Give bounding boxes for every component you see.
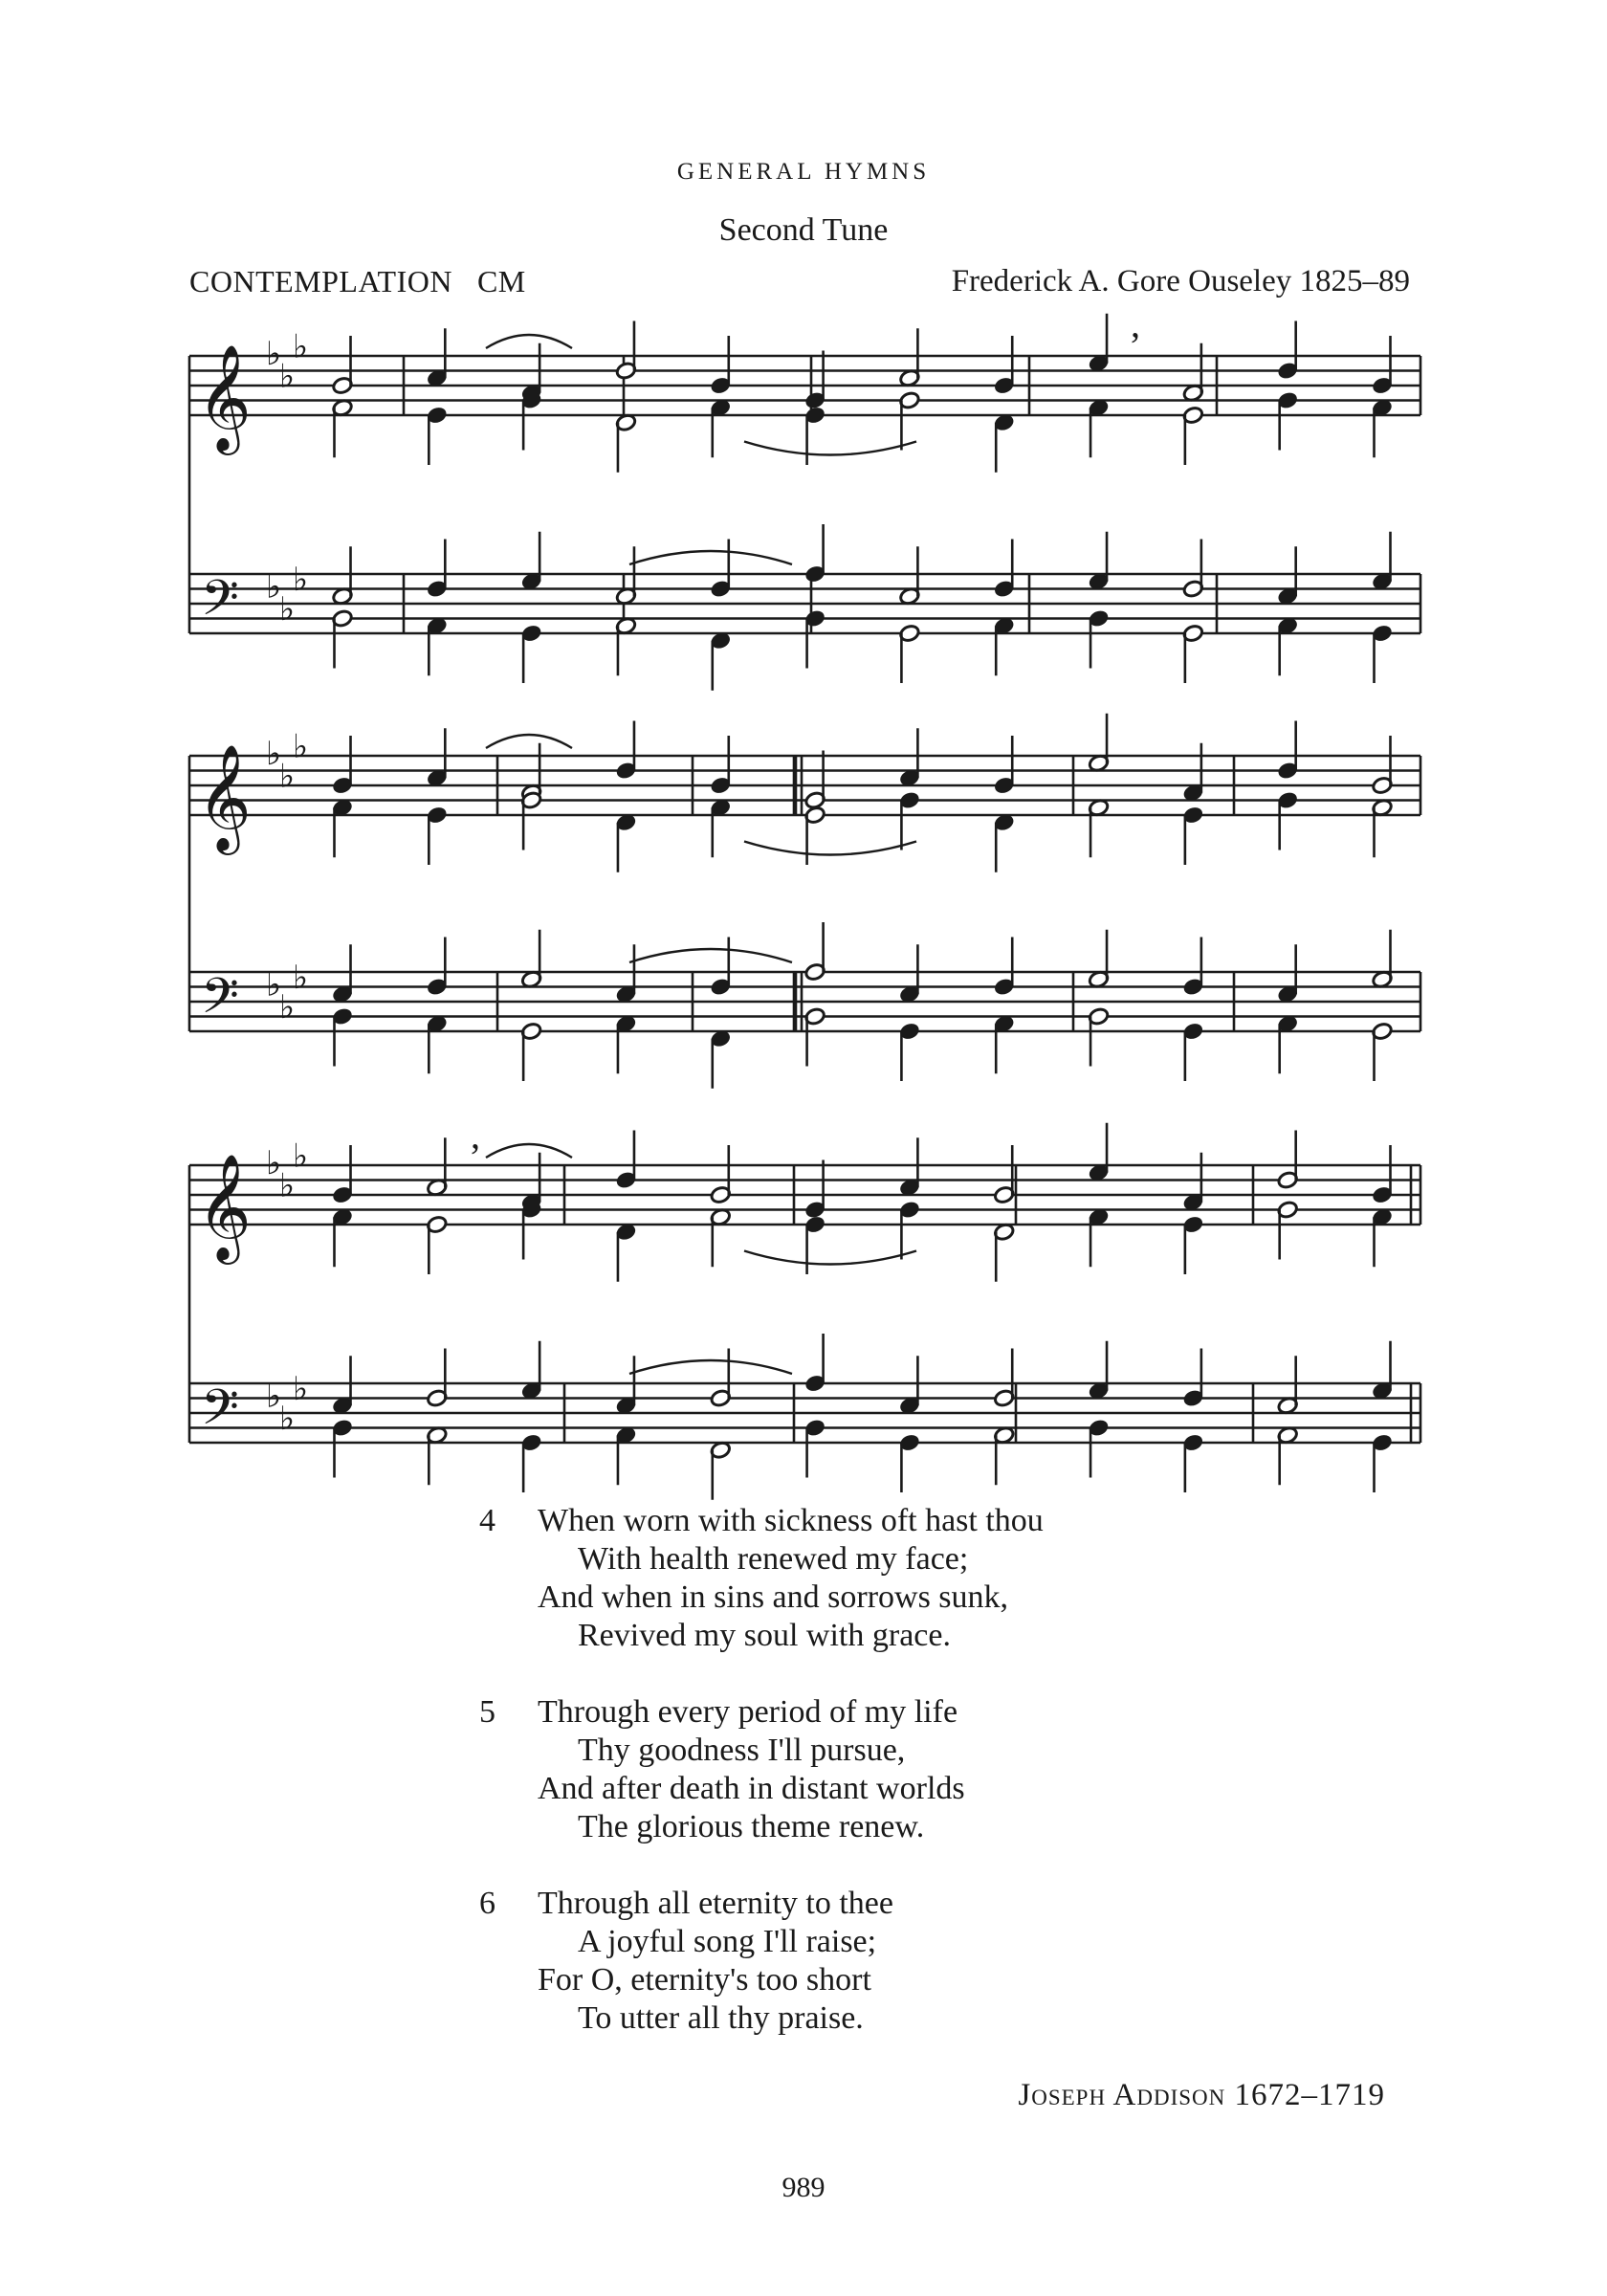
- bass-clef-icon: 𝄢: [201, 568, 239, 639]
- composer-credit: Frederick A. Gore Ouseley 1825–89: [951, 264, 1410, 298]
- verse-number: 5: [479, 1694, 495, 1730]
- flat-sign: ♭: [293, 1369, 309, 1408]
- flat-sign: ♭: [293, 560, 309, 599]
- treble-clef-icon: 𝄞: [197, 1153, 252, 1260]
- slur-mark: [486, 1144, 572, 1158]
- treble-clef-icon: 𝄞: [197, 743, 252, 850]
- treble-clef-icon: 𝄞: [197, 343, 252, 451]
- author-credit: Joseph Addison 1672–1719: [1018, 2078, 1385, 2112]
- flat-sign: ♭: [293, 727, 309, 766]
- verse-line: With health renewed my face;: [578, 1541, 969, 1577]
- flat-sign: ♭: [279, 987, 296, 1027]
- flat-sign: ♭: [266, 1144, 282, 1182]
- slur-mark: [486, 735, 572, 748]
- tune-subtitle: Second Tune: [718, 212, 889, 248]
- flat-sign: ♭: [266, 567, 282, 607]
- verse-line: To utter all thy praise.: [578, 2000, 864, 2036]
- slur-mark: [744, 442, 916, 455]
- slur-mark: [744, 1251, 916, 1265]
- verses: [478, 1502, 1044, 2076]
- verse-6: [478, 1885, 1044, 2038]
- verse-5: [478, 1693, 1044, 1846]
- flat-sign: ♭: [279, 1399, 296, 1438]
- flat-sign: ♭: [266, 965, 282, 1004]
- flat-sign: ♭: [279, 1166, 296, 1205]
- verse-line: Revived my soul with grace.: [578, 1618, 951, 1653]
- verse-line: Thy goodness I'll pursue,: [578, 1733, 906, 1768]
- flat-sign: ♭: [279, 757, 296, 796]
- flat-sign: ♭: [293, 1137, 309, 1176]
- breath-mark: ,: [471, 1114, 480, 1157]
- slur-mark: [629, 1360, 792, 1374]
- page-number: 989: [781, 2172, 826, 2203]
- verse-line: And after death in distant worlds: [538, 1771, 965, 1806]
- flat-sign: ♭: [266, 335, 282, 373]
- flat-sign: ♭: [266, 735, 282, 773]
- slur-mark: [629, 551, 792, 564]
- slur-mark: [744, 842, 916, 855]
- verse-line: Through all eternity to thee: [538, 1886, 893, 1921]
- verse-line: When worn with sickness oft hast thou: [538, 1503, 1044, 1538]
- verse-line: For O, eternity's too short: [538, 1962, 871, 1998]
- verse-line: A joyful song I'll raise;: [578, 1924, 877, 1959]
- verse-number: 6: [479, 1886, 495, 1921]
- bass-clef-icon: 𝄢: [201, 1378, 239, 1448]
- flat-sign: ♭: [279, 357, 296, 396]
- slur-mark: [486, 335, 572, 348]
- tune-meter: CM: [476, 264, 526, 298]
- verse-line: And when in sins and sorrows sunk,: [538, 1579, 1009, 1615]
- breath-mark: ,: [1131, 302, 1140, 345]
- bass-clef-icon: 𝄢: [201, 966, 239, 1037]
- section-heading: GENERAL HYMNS: [676, 159, 931, 185]
- tune-name: CONTEMPLATION: [189, 264, 452, 298]
- slur-mark: [629, 949, 792, 962]
- verse-line: Through every period of my life: [538, 1694, 958, 1730]
- verse-line: The glorious theme renew.: [578, 1809, 925, 1844]
- flat-sign: ♭: [266, 1377, 282, 1416]
- flat-sign: ♭: [279, 589, 296, 629]
- flat-sign: ♭: [293, 327, 309, 366]
- flat-sign: ♭: [293, 958, 309, 997]
- verse-number: 4: [479, 1503, 495, 1538]
- verse-4: [478, 1502, 1044, 1655]
